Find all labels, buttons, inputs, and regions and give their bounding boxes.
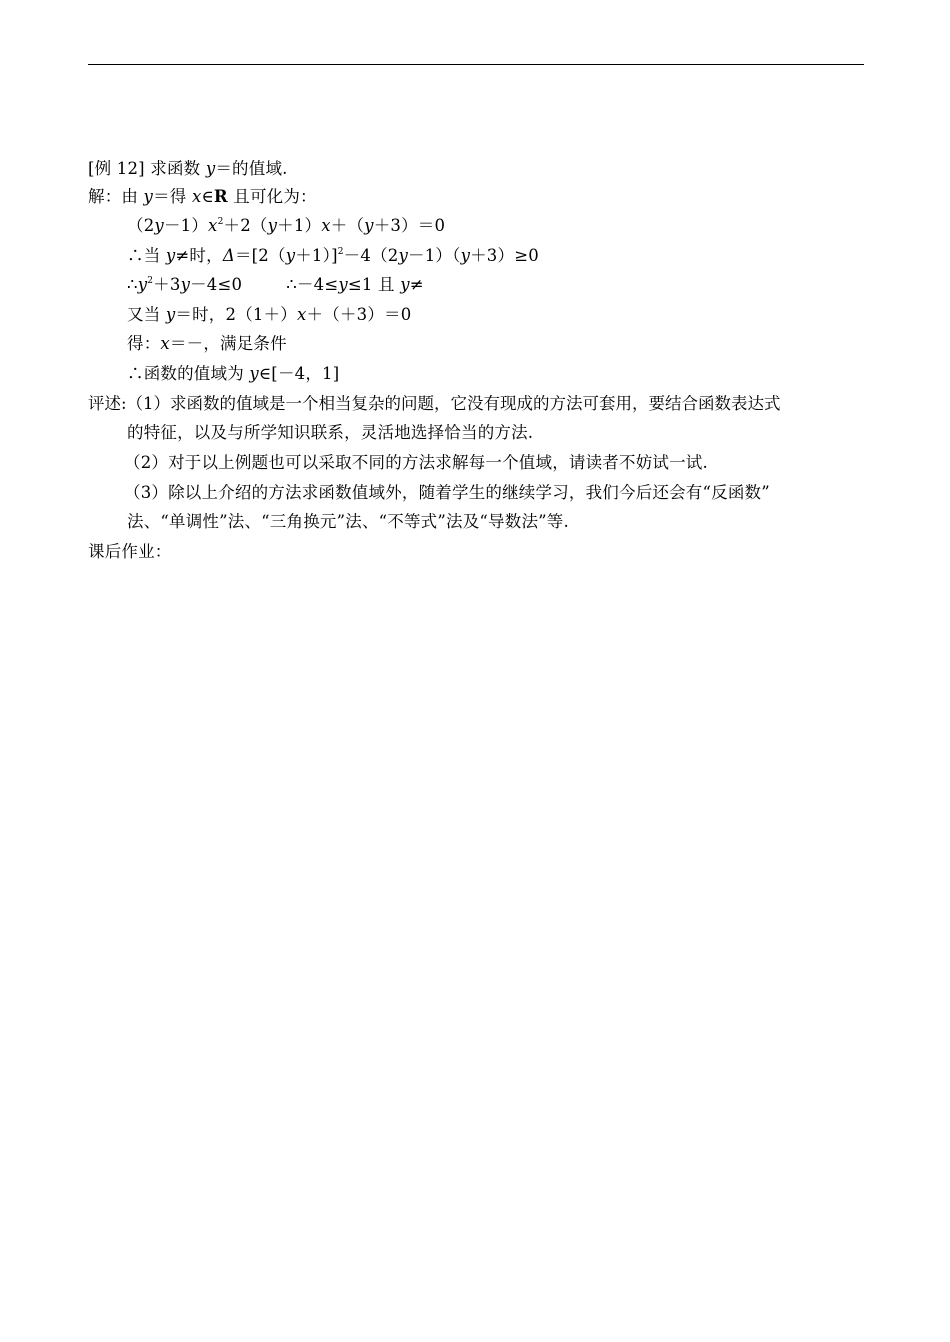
solution-lead: 解：由 y＝得 x∈R 且可化为：	[88, 187, 317, 206]
example-tag: [例 12]	[88, 159, 145, 178]
equation-line-6: ∴函数的值域为 y∈[－4，1]	[127, 364, 340, 383]
header-rule	[88, 64, 864, 65]
review-paragraph-1: 评述:（1）求函数的值域是一个相当复杂的问题，它没有现成的方法可套用，要结合函数表达式	[88, 394, 781, 413]
review-paragraph-3-cont: 法、“单调性”法、“三角换元”法、“不等式”法及“导数法”等.	[127, 512, 569, 531]
equation-line-1: $(2y-1)x^2+2(y+1)x+(y+3)=0$	[127, 216, 446, 235]
homework-heading: 课后作业：	[88, 542, 172, 561]
equation-line-4: 又当 y＝时，2（1＋）x＋（＋3）＝0	[127, 305, 412, 324]
equation-line-3: $\therefore y^2+3y-4\le 0$ ∴－4≤y≤1 且 y≠	[127, 275, 424, 294]
equation-line-5: 得：x＝－，满足条件	[127, 334, 287, 353]
review-paragraph-2: （2）对于以上例题也可以采取不同的方法求解每一个值域，请读者不妨试一试.	[124, 453, 708, 472]
equation-line-2: ∴当 y≠时，$\Delta=[2(y+1)]^2-4(2y-1)(y+3)\ge 0$	[127, 246, 539, 265]
example-heading: [例 12] 求函数 y＝的值域.	[88, 159, 288, 178]
review-paragraph-1-cont: 的特征，以及与所学知识联系，灵活地选择恰当的方法.	[127, 423, 534, 442]
review-paragraph-3: （3）除以上介绍的方法求函数值域外，随着学生的继续学习，我们今后还会有“反函数”	[124, 483, 770, 502]
